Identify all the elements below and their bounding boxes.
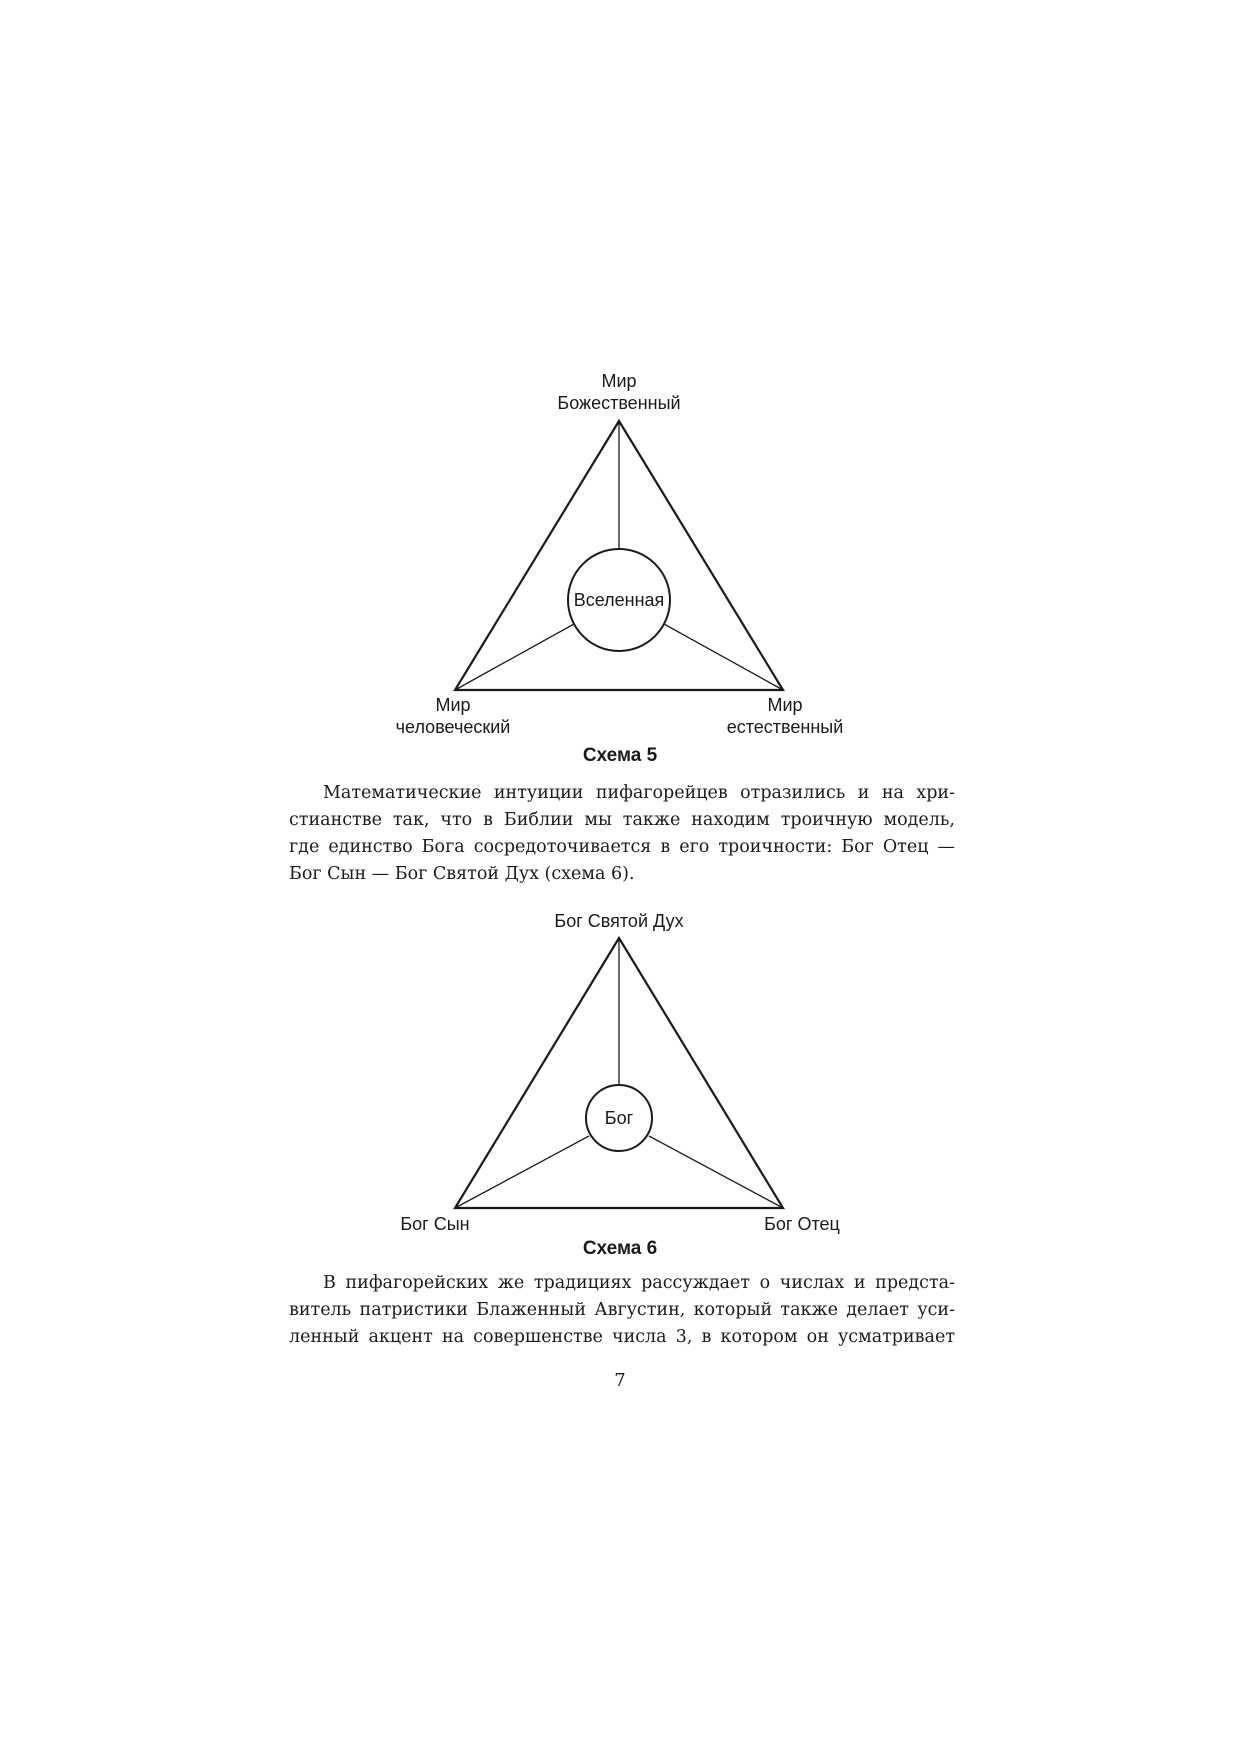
scheme-5-caption: Схема 5 [582,745,658,766]
scheme-6-right-label: Бог Отец [764,1214,840,1234]
scheme-6-vertex-labels [0,1210,1240,1238]
scheme-6-connector-left [455,1136,589,1208]
scheme-6-top-label: Бог Святой Дух [554,911,684,931]
scheme-5-connector-left [455,624,574,690]
paragraph-1-line-2: стианстве так, что в Библии мы также находим троичную модель, [289,810,955,830]
scheme-5-top-label-line1: Мир [601,371,637,391]
scheme-5-left-label-line1: Мир [435,695,471,715]
scheme-6-connector-right [649,1136,783,1208]
scheme-5-left-label-line2: человеческий [395,717,511,736]
paragraph-2-line-1: В пифагорейских же традициях рассуждает о числах и предста- [323,1273,955,1293]
scheme-5-right-label-line2: естественный [726,717,844,736]
page-number: 7 [614,1370,626,1391]
scheme-5-vertex-labels [0,692,1240,736]
scheme-5-right-label-line1: Мир [767,695,803,715]
scheme-5-center-label: Вселенная [573,590,665,610]
scheme-6-center-label: Бог [604,1108,634,1128]
paragraph-1-line-3: где единство Бога сосредоточивается в его троичности: Бог Отец — [289,837,955,857]
scheme-6-diagram [0,905,1240,1225]
scheme-5-connector-right [664,624,783,690]
scheme-5-diagram [0,365,1240,695]
paragraph-1-line-1: Математические интуиции пифагорейцев отразились и на хри- [323,783,955,803]
scheme-6-left-label: Бог Сын [400,1214,470,1234]
scheme-5-top-label-line2: Божественный [557,393,681,413]
paragraph-1-line-4: Бог Сын — Бог Святой Дух (схема 6). [289,864,635,884]
scheme-6-caption: Схема 6 [582,1238,658,1259]
paragraph-2-line-3: ленный акцент на совершенстве числа 3, в котором он усматривает [289,1327,955,1347]
paragraph-2-line-2: витель патристики Блаженный Августин, который также делает уси- [289,1300,955,1320]
paragraph-2 [289,1270,955,1351]
paragraph-1 [289,780,955,888]
